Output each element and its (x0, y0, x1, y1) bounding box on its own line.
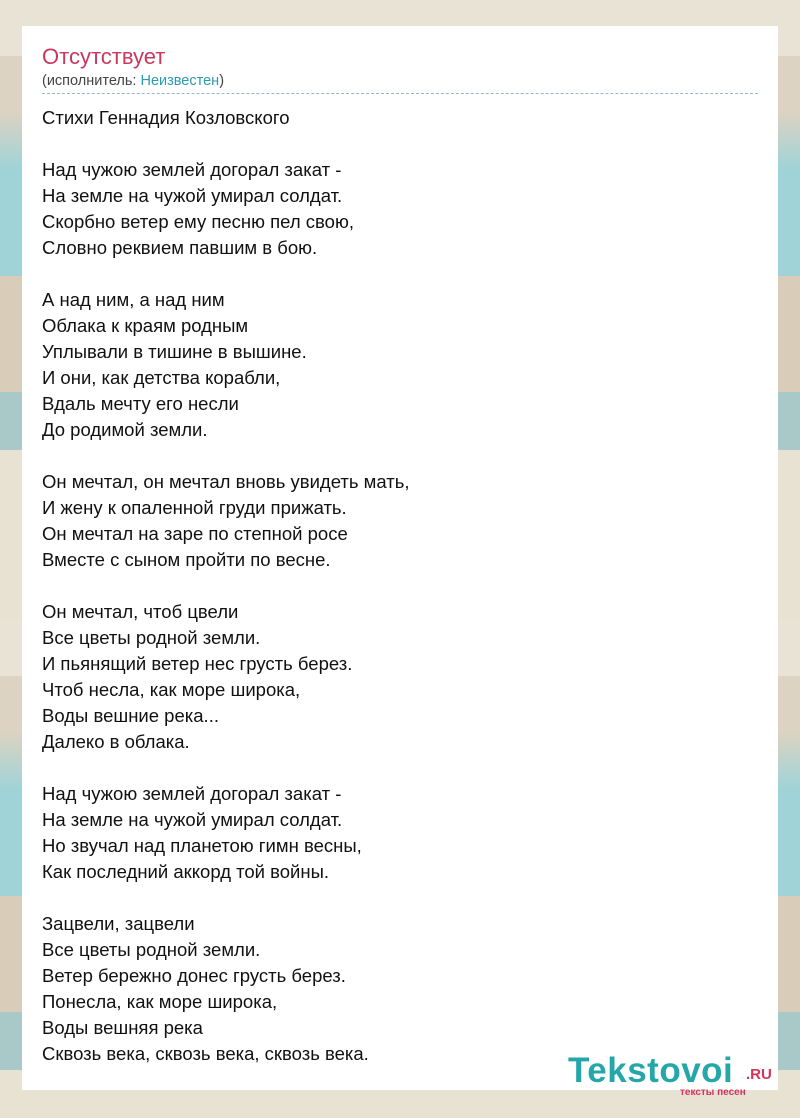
lyric-line: Зацвели, зацвели (42, 913, 195, 934)
lyric-line: Но звучал над планетою гимн весны, (42, 835, 362, 856)
lyric-line: До родимой земли. (42, 419, 208, 440)
divider (42, 93, 758, 94)
blank-line (42, 261, 742, 287)
lyric-line: Все цветы родной земли. (42, 939, 261, 960)
lyric-line: Далеко в облака. (42, 731, 190, 752)
lyrics-card (22, 26, 778, 1098)
lyric-line: И пьянящий ветер нес грусть берез. (42, 653, 353, 674)
lyric-line: Он мечтал, он мечтал вновь увидеть мать, (42, 471, 410, 492)
lyric-line: Воды вешняя река (42, 1017, 203, 1038)
blank-line (42, 573, 742, 599)
logo-domain: .RU (746, 1066, 772, 1083)
lyric-line: Вместе с сыном пройти по весне. (42, 549, 331, 570)
lyric-line: Он мечтал, чтоб цвели (42, 601, 239, 622)
lyric-line: На земле на чужой умирал солдат. (42, 185, 343, 206)
lyric-line: Сквозь века, сквозь века, сквозь века. (42, 1043, 369, 1064)
lyrics-text (42, 105, 742, 1067)
lyric-line: Вдаль мечту его несли (42, 393, 239, 414)
lyric-line: Все цветы родной земли. (42, 627, 261, 648)
lyric-line: Воды вешние река... (42, 705, 219, 726)
lyric-line: А над ним, а над ним (42, 289, 225, 310)
song-title: Отсутствует (42, 44, 166, 69)
blank-line (42, 443, 742, 469)
lyric-line: Уплывали в тишине в вышине. (42, 341, 307, 362)
artist-suffix: ) (219, 73, 225, 89)
logo-wordmark: Tekstovoi (568, 1051, 734, 1090)
logo-subtitle: тексты песен (680, 1087, 746, 1098)
lyric-line: Как последний аккорд той войны. (42, 861, 330, 882)
lyric-line: И они, как детства корабли, (42, 367, 281, 388)
lyric-line: Скорбно ветер ему песню пел свою, (42, 211, 354, 232)
lyric-line: Стихи Геннадия Козловского (42, 107, 290, 128)
artist-link[interactable]: Неизвестен (140, 73, 220, 89)
lyric-line: Он мечтал на заре по степной росе (42, 523, 348, 544)
lyric-line: На земле на чужой умирал солдат. (42, 809, 343, 830)
artist-line (42, 73, 224, 89)
lyric-line: Понесла, как море широка, (42, 991, 278, 1012)
blank-line (42, 131, 742, 157)
artist-prefix: (исполнитель: (42, 73, 141, 89)
lyric-line: Словно реквием павшим в бою. (42, 237, 318, 258)
lyric-line: Над чужою землей догорал закат - (42, 783, 342, 804)
blank-line (42, 885, 742, 911)
lyric-line: Облака к краям родным (42, 315, 249, 336)
lyric-line: Ветер бережно донес грусть берез. (42, 965, 346, 986)
blank-line (42, 755, 742, 781)
site-logo[interactable] (568, 1052, 778, 1096)
lyric-line: И жену к опаленной груди прижать. (42, 497, 347, 518)
lyric-line: Над чужою землей догорал закат - (42, 159, 342, 180)
lyric-line: Чтоб несла, как море широка, (42, 679, 301, 700)
